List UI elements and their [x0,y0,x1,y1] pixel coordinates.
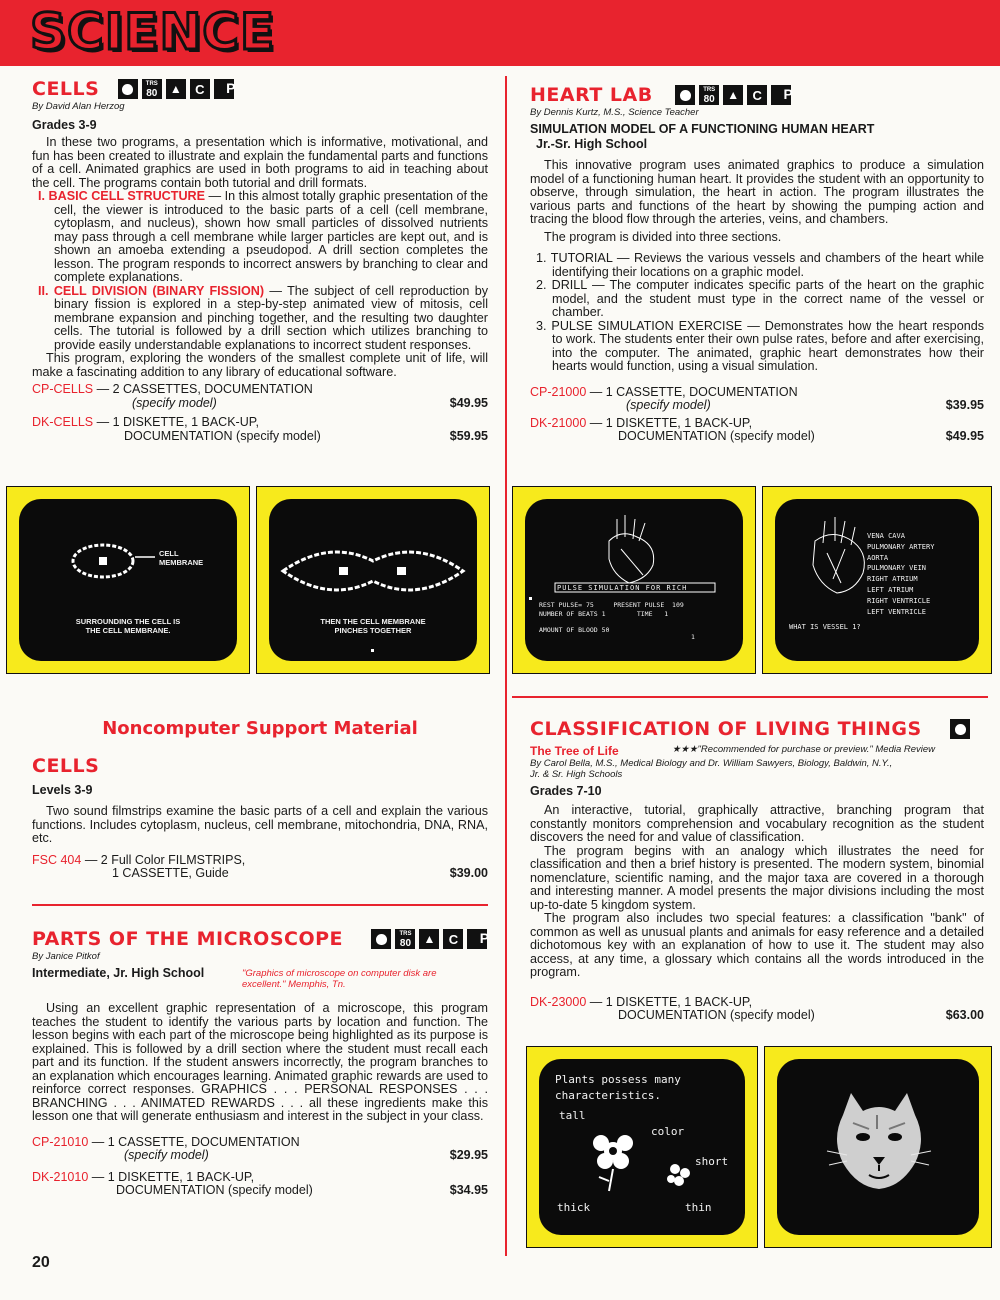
microscope-grades: Intermediate, Jr. High School [32,966,205,980]
plants-thick: thick [557,1201,591,1214]
order-price: $39.95 [945,398,984,412]
heart-byline: By Dennis Kurtz, M.S., Science Teacher [530,107,699,118]
classification-p1: An interactive, tutorial, graphically attractive, branching program that constantly monitors comprehension and vocabulary recognition as the student discovers the need for and value of classification. [530,803,984,844]
order-desc-2: DOCUMENTATION (specify model) [618,429,815,443]
order-code: DK-23000 [530,994,587,1009]
heart-article [530,84,984,444]
order-desc-2: (specify model) [626,398,711,412]
pulse-line-2: NUMBER OF BEATS 1 TIME 1 [539,610,669,618]
pet-icon [771,85,791,105]
atari-icon [166,79,186,99]
platform-icons [950,719,970,739]
classification-grades: Grades 7-10 [530,784,602,798]
classification-p2: The program begins with an analogy which illustrates the need for classification and then a brief history is presented. The modern system, binomial nomenclature, scientific naming, and the major taxa are covered in a thorough and interesting manner. A model presents the major divisions including the most up-to-date 5 kingdom system. [530,843,984,912]
heart-label: PULMONARY ARTERY [867,542,935,551]
heart-pulse-drawing [525,499,743,661]
support-cells-title: CELLS [32,755,100,777]
order-desc: — 1 DISKETTE, 1 BACK-UP, [586,994,753,1009]
trs80-icon: TRS 80 [142,79,162,99]
plants-screen-panel [526,1046,758,1248]
order-code: CP-21000 [530,384,587,399]
cells-byline: By David Alan Herzog [32,101,125,112]
order-desc: — 2 Full Color FILMSTRIPS, [81,852,246,867]
atari-icon [419,929,439,949]
cells-intro: In these two programs, a presentation which is informative, motivational, and fun has been created to illustrate and explain the fundamental parts and functions of a cell. Animated graphics are used in both programs to aid in teaching about the cell. The programs contain both tutorial and drill formats. [32,135,488,190]
heart-label: LEFT ATRIUM [867,585,914,594]
order-price: $49.95 [449,395,488,410]
cells-item-2-head: II. CELL DIVISION (BINARY FISSION) [38,283,265,298]
heart-label: VENA CAVA [867,532,905,540]
bobcat-drawing [777,1059,979,1235]
heart-question: WHAT IS VESSEL 1? [789,623,861,631]
cells-screen-2 [269,499,477,661]
apple-icon [950,719,970,739]
plants-thin: thin [685,1201,712,1214]
cells-title: CELLS [32,78,100,100]
heart-subtitle: SIMULATION MODEL OF A FUNCTIONING HUMAN HEART [530,122,875,136]
heart-item: 2. DRILL — The computer indicates specific parts of the heart on the graphic model, and the student must type in the correct name of the vessel or chamber. [536,278,984,319]
cells-closing: This program, exploring the wonders of the smallest complete unit of life, will make a fascinating addition to any library of educational software. [32,351,488,379]
order-price: $63.00 [945,1008,984,1022]
cells-item-2 [32,285,488,353]
banner-title: SCIENCE [30,3,276,61]
heart-divided: The program is divided into three sections. [544,229,782,244]
trs80-icon: TRS 80 [699,85,719,105]
apple-icon [118,79,138,99]
heart-screen-1-panel [512,486,756,674]
heart-screen-1 [525,499,743,661]
order-code: FSC 404 [32,852,82,867]
order-price: $59.95 [449,428,488,443]
heart-label: RIGHT VENTRICLE [867,596,931,605]
plants-tall: tall [559,1109,586,1122]
order-code: DK-21010 [32,1169,89,1184]
atari-icon [723,85,743,105]
classification-byline: By Carol Bella, M.S., Medical Biology and Dr. William Sawyers, Biology, Baldwin, N.Y., Jr. & Sr. High Schools [530,758,893,780]
order-dk-23000 [530,996,984,1023]
heart-part-labels [867,531,934,617]
order-desc-2: (specify model) [124,1148,209,1162]
microscope-byline: By Janice Pitkof [32,951,100,962]
section-divider [32,904,488,906]
classification-article [530,718,984,1023]
pulse-banner: PULSE SIMULATION FOR RICH [557,584,688,592]
heart-screen-2 [775,499,979,661]
heart-title: HEART LAB [530,84,653,106]
cells-grades: Grades 3-9 [32,118,97,132]
trs80-icon: TRS 80 [395,929,415,949]
heart-grades: Jr.-Sr. High School [536,137,648,151]
page-number: 20 [32,1254,50,1271]
cells-item-2-text: — The subject of cell reproduction by binary fission is explored in a step-by-step animated view of mitosis, cell membrane expansion and pinching together, and the resulting two daughter cells. The tutorial is followed by a drill section which utilizes branching to provide easily understandable explanations to incorrect student responses. [54,283,488,352]
order-cp-21000 [530,386,984,413]
screen-caption: THEN THE CELL MEMBRANE PINCHES TOGETHER [320,617,426,635]
order-price: $39.00 [449,866,488,880]
plants-short: short [695,1155,729,1168]
microscope-article [32,928,488,1198]
heart-items [530,252,984,374]
bobcat-screen-panel [764,1046,992,1248]
order-desc: — 1 DISKETTE, 1 BACK-UP, [93,415,259,429]
order-code: CP-CELLS [32,382,94,396]
heart-label: LEFT VENTRICLE [867,607,927,616]
science-banner [0,0,1000,66]
column-divider [505,76,507,1256]
heart-label: PULMONARY VEIN [867,564,927,573]
cell-membrane-label: CELL MEMBRANE [159,549,204,567]
order-desc: — 1 DISKETTE, 1 BACK-UP, [88,1169,255,1184]
order-desc-2: DOCUMENTATION (specify model) [618,1008,815,1022]
flower-drawing [539,1059,745,1235]
order-desc-2: DOCUMENTATION (specify model) [124,428,321,443]
order-desc: — 1 DISKETTE, 1 BACK-UP, [586,415,753,430]
heart-intro: This innovative program uses animated graphics to produce a simulation model of a functioning human heart. It provides the student with an opportunity to observe, through simulation, the heart in action. The program illustrates the various parts and functions of the heart by showing the pumping action and tracing the blood flow through the arteries, veins, and chambers. [530,158,984,226]
section-divider [512,696,988,698]
classification-review: ★★★"Recommended for purchase or preview." Media Review [672,744,936,755]
cells-screen-1-panel [6,486,250,674]
order-desc: — 1 CASSETTE, DOCUMENTATION [586,384,798,399]
order-desc-2: (specify model) [132,395,217,410]
cells-screen-1 [19,499,237,661]
cells-item-1-head: I. BASIC CELL STRUCTURE [38,189,206,203]
classification-title: CLASSIFICATION OF LIVING THINGS [530,718,922,740]
platform-icons [371,929,487,949]
order-fsc-404 [32,854,488,881]
apple-icon [371,929,391,949]
heart-label: RIGHT ATRIUM [867,575,918,584]
commodore-icon [443,929,463,949]
pulse-line-3: AMOUNT OF BLOOD 50 [539,626,610,634]
order-desc: — 2 CASSETTES, DOCUMENTATION [93,382,313,396]
order-code: CP-21010 [32,1134,89,1149]
bobcat-screen [777,1059,979,1235]
heart-screen-2-panel [762,486,992,674]
support-levels: Levels 3-9 [32,783,93,797]
order-desc-2: 1 CASSETTE, Guide [112,866,229,880]
order-price: $49.95 [945,429,984,443]
microscope-title: PARTS OF THE MICROSCOPE [32,928,344,950]
cells-screen-2-panel [256,486,490,674]
classification-subtitle: The Tree of Life [530,744,619,758]
heart-label: AORTA [867,553,889,562]
classification-p3: The program also includes two special features: a classification "bank" of common as well as unusual plants and animals for easy reference and a detailed dichotomous key with an explanation of how to use it. The student may also access, at any time, a glossary which contains all the words introduced in the program. [530,911,984,979]
commodore-icon [190,79,210,99]
support-text: Two sound filmstrips examine the basic parts of a cell and explain the various functions. Includes cytoplasm, nucleus, cell membrane, mitochondria, DNA, RNA, etc. [32,804,488,845]
order-price: $34.95 [449,1183,488,1197]
cells-item-1-text: — In this almost totally graphic presentation of the cell, the viewer is introduced to the basic parts of a cell (cell membrane, cytoplasm, and nucleus), shown how small particles of dissolved nutrients may pass through a cell membrane while larger particles are kept out, and is shown an amoeba extending a pseudopod. A drill section completes the lesson. The program responds to incorrect answers by branching to clear and complete explanations. [54,189,488,284]
cell-drawing [19,499,237,661]
dividing-cell-drawing [269,499,477,661]
microscope-text: Using an excellent graphic representation of a microscope, this program teaches the student to identify the various parts by location and function. The lesson begins with each part of the microscope being highlighted as its purpose is explained. This is followed by a drill section where the student must recall each part and its function. If the student answers incorrectly, the program branches to an explanation which encourages learning. Animated graphic rewards are used to reinforce correct responses. GRAPHICS . . . PERSONAL RESPONSES . . . BRANCHING . . . ANIMATED REWARDS . . . all these ingredients make this lesson one that will generate enthusiasm and interest in the subject in your class. [32,1001,488,1123]
commodore-icon [747,85,767,105]
order-dk-21000 [530,417,984,444]
microscope-quote: "Graphics of microscope on computer disk are excellent." Memphis, Tn. [242,968,437,990]
platform-icons [118,79,234,99]
plants-line-2: characteristics. [555,1089,661,1102]
plants-color: color [651,1125,685,1138]
heart-item: 1. TUTORIAL — Reviews the various vessels and chambers of the heart while identifying their locations on a graphic model. [536,251,984,279]
support-heading: Noncomputer Support Material [102,718,418,739]
apple-icon [675,85,695,105]
heart-item: 3. PULSE SIMULATION EXERCISE — Demonstrates how the heart responds to work. The students enter their own pulse rates, before and after exercising, into the computer. The animated, graphic heart demonstrates how their hearts would function, using a visual simulation. [536,318,984,373]
pulse-counter: 1 [691,633,695,641]
order-code: DK-CELLS [32,415,94,429]
cells-article [32,78,488,443]
order-cp-21010 [32,1136,488,1163]
order-code: DK-21000 [530,415,587,430]
screen-caption: SURROUNDING THE CELL IS THE CELL MEMBRANE. [75,617,181,635]
order-dk-cells [32,416,488,443]
pet-icon [214,79,234,99]
cells-item-1 [32,190,488,285]
order-cp-cells [32,383,488,410]
plants-line-1: Plants possess many [555,1073,681,1086]
support-article [32,718,488,881]
order-desc: — 1 CASSETTE, DOCUMENTATION [88,1134,300,1149]
platform-icons [675,85,791,105]
plants-screen [539,1059,745,1235]
order-dk-21010 [32,1171,488,1198]
order-desc-2: DOCUMENTATION (specify model) [116,1183,313,1197]
pulse-line-1: REST PULSE= 75 PRESENT PULSE 109 [539,601,684,609]
pet-icon [467,929,487,949]
order-price: $29.95 [449,1148,488,1162]
